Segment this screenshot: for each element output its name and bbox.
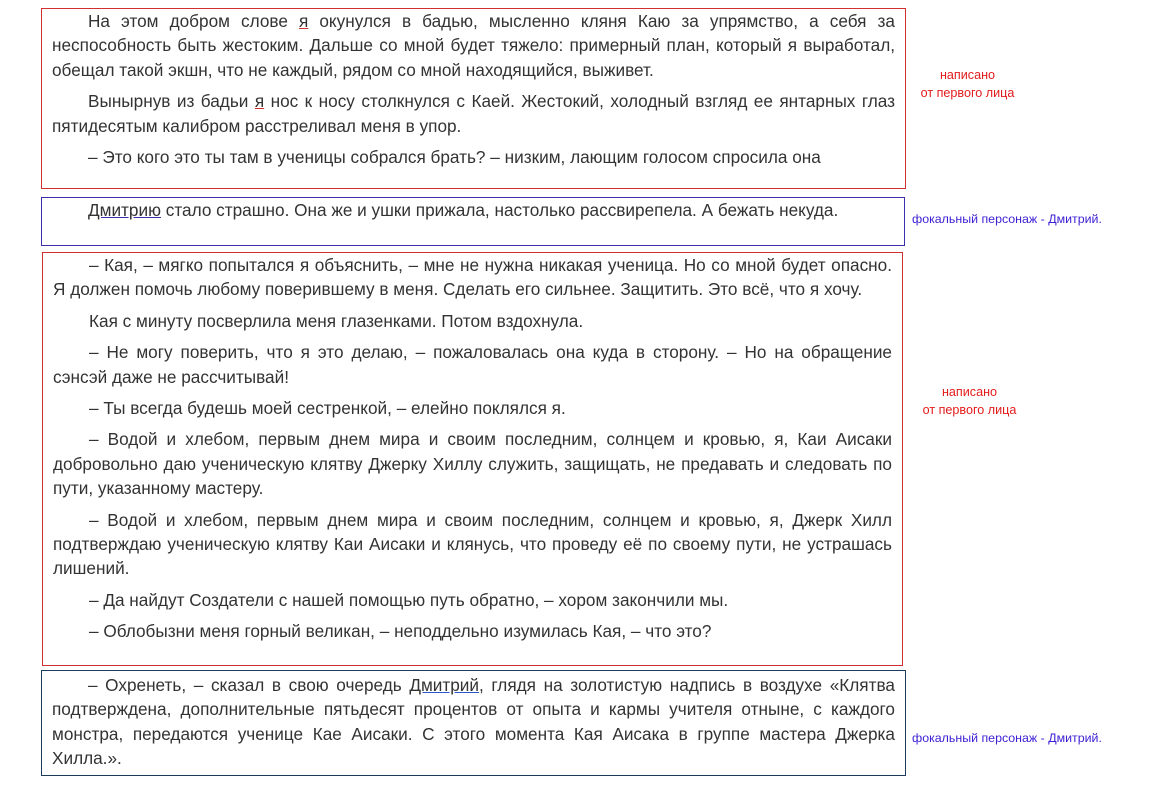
paragraph: – Облобызни меня горный великан, – неподдельно изумилась Кая, – что это? <box>89 621 712 642</box>
note-line: фокальный персонаж - Дмитрий. <box>912 731 1102 745</box>
text-run: , глядя на золотистую надпись в воздухе «Клятва подтверждена, дополнительные пятьдесят процентов от опыта и кармы учителя отныне, с каждого монстра, передаются ученице Кае Аисаки. С этого момента Кая Аисака в группе мастера Джерка Хилла.». <box>52 675 895 769</box>
text-block-focal-1 <box>41 197 905 246</box>
highlighted-name: Дмитрий <box>409 675 480 695</box>
paragraph: – Не могу поверить, что я это делаю, – пожаловалась она куда в сторону. – Но на обращение сэнсэй даже не рассчитывай! <box>53 342 892 387</box>
note-first-person-2 <box>912 383 1027 419</box>
note-line: фокальный персонаж - Дмитрий. <box>912 212 1102 226</box>
text-block-first-person-1 <box>41 8 906 189</box>
text-run: Вынырнув из бадьи <box>88 91 255 112</box>
paragraph: – Кая, – мягко попытался я объяснить, – мне не нужна никакая ученица. Но со мной будет опасно. Я должен помочь любому поверившему в меня. Сделать его сильнее. Защитить. Это всё, что я хочу. <box>53 255 892 300</box>
note-first-person-1 <box>910 66 1025 102</box>
note-line: написано <box>941 385 998 399</box>
note-focal-2 <box>912 729 1127 747</box>
paragraph <box>52 673 895 771</box>
text-run: нос к носу столкнулся с Каей. Жестокий, холодный взгляд ее янтарных глаз пятидесятым калибром расстреливал меня в упор. <box>52 91 895 136</box>
paragraph: – Водой и хлебом, первым днем мира и своим последним, солнцем и кровью, я, Каи Аисаки добровольно даю ученическую клятву Джерку Хиллу служить, защищать, не предавать и следовать по пути, указанному мастеру. <box>53 429 892 499</box>
note-line: написано <box>939 68 996 82</box>
highlighted-name: Дмитрию <box>88 200 161 220</box>
paragraph <box>52 9 895 82</box>
note-focal-1 <box>912 210 1127 228</box>
highlighted-pronoun: я <box>298 11 309 31</box>
text-run: – Охренеть, – сказал в свою очередь <box>88 675 410 695</box>
highlighted-pronoun: я <box>254 91 265 112</box>
paragraph: – Водой и хлебом, первым днем мира и своим последним, солнцем и кровью, я, Джерк Хилл подтверждаю ученическую клятву Каи Аисаки и клянусь, что проведу её по своему пути, не устрашась лишений. <box>53 509 892 579</box>
paragraph <box>52 198 894 222</box>
paragraph: – Да найдут Создатели с нашей помощью путь обратно, – хором закончили мы. <box>89 589 729 610</box>
paragraph <box>52 89 895 138</box>
text-block-focal-2 <box>41 670 906 776</box>
text-block-first-person-2 <box>42 252 903 666</box>
paragraph: – Это кого это ты там в ученицы собрался брать? – низким, лающим голосом спросила она <box>88 147 821 168</box>
note-line: от первого лица <box>922 403 1017 417</box>
text-run: стало страшно. Она же и ушки прижала, настолько рассвирепела. А бежать некуда. <box>160 200 839 220</box>
paragraph: – Ты всегда будешь моей сестренкой, – елейно поклялся я. <box>89 398 566 419</box>
paragraph: Кая с минуту посверлила меня глазенками. Потом вздохнула. <box>89 310 584 331</box>
text-run: На этом добром слове <box>88 11 299 31</box>
note-line: от первого лица <box>920 86 1015 100</box>
text-run: окунулся в бадью, мысленно кляня Каю за упрямство, а себя за неспособность быть жестоким. Дальше со мной будет тяжело: примерный план, который я выработал, обещал такой экшн, что не каждый, рядом со мной находящийся, выживет. <box>52 11 895 80</box>
